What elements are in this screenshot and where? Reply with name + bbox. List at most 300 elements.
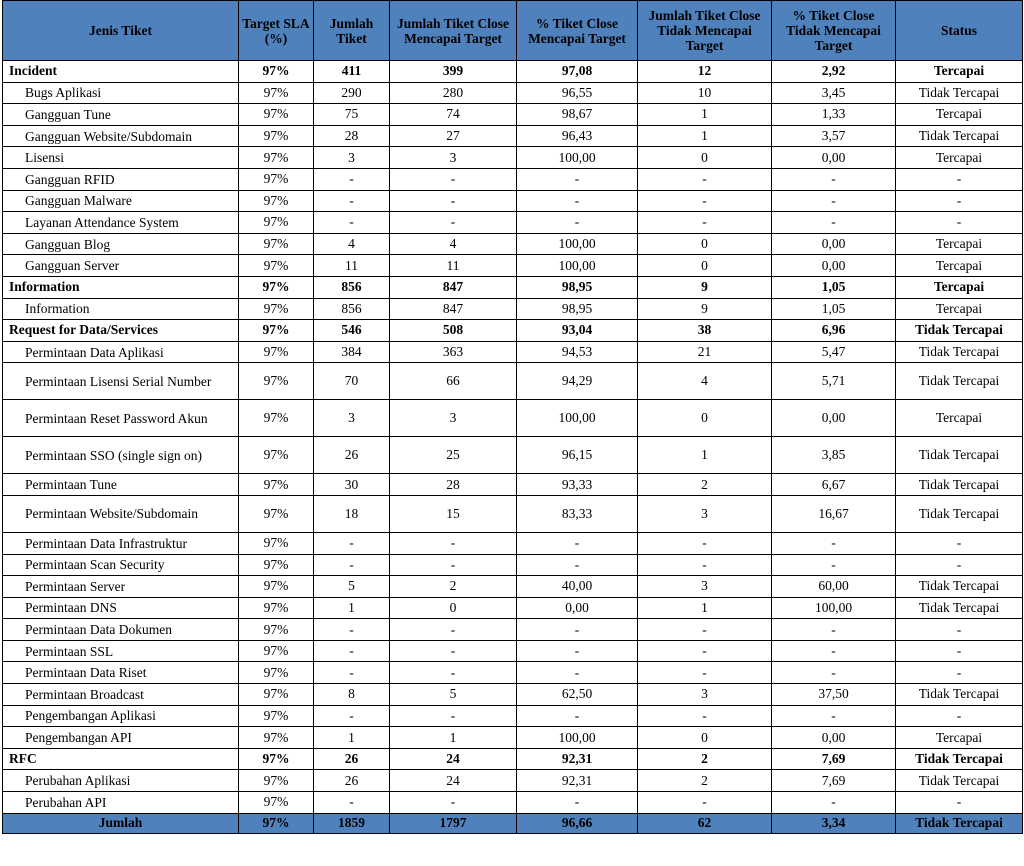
cell-target-sla: 97%: [239, 770, 314, 792]
cell-close-tidak: -: [638, 662, 772, 684]
cell-close-tidak: -: [638, 792, 772, 814]
cell-jenis-tiket: Permintaan Server: [3, 576, 239, 598]
header-jumlah-tiket: Jumlah Tiket: [314, 1, 390, 61]
cell-jenis-tiket: Permintaan Data Infrastruktur: [3, 532, 239, 554]
cell-close-mencapai: 74: [390, 104, 517, 126]
table-row: [3, 125, 1023, 147]
cell-close-mencapai: 27: [390, 125, 517, 147]
cell-close-tidak: 3: [638, 684, 772, 706]
cell-close-mencapai: -: [390, 662, 517, 684]
cell-status: -: [896, 705, 1023, 727]
cell-close-tidak: -: [638, 640, 772, 662]
cell-jumlah-tiket: 26: [314, 437, 390, 474]
cell-pct-tidak: 37,50: [772, 684, 896, 706]
cell-pct-close: 92,31: [517, 770, 638, 792]
cell-status: Tidak Tercapai: [896, 437, 1023, 474]
cell-jumlah-tiket: -: [314, 532, 390, 554]
cell-status: Tercapai: [896, 276, 1023, 298]
cell-pct-tidak: 6,67: [772, 474, 896, 496]
cell-jenis-tiket: Permintaan SSL: [3, 640, 239, 662]
cell-close-tidak: -: [638, 190, 772, 212]
table-row: [3, 705, 1023, 727]
cell-target-sla: 97%: [239, 748, 314, 770]
cell-close-tidak: 1: [638, 437, 772, 474]
category-row: [3, 61, 1023, 83]
cell-jenis-tiket: Information: [3, 298, 239, 320]
cell-close-tidak: 4: [638, 363, 772, 400]
cell-close-mencapai: 66: [390, 363, 517, 400]
table-row: [3, 341, 1023, 363]
cell-jenis-tiket: Permintaan SSO (single sign on): [3, 437, 239, 474]
total-row: [3, 813, 1023, 833]
cell-close-tidak: 12: [638, 61, 772, 83]
cell-pct-close: 83,33: [517, 495, 638, 532]
cell-close-mencapai: 1: [390, 727, 517, 749]
cell-pct-tidak: 6,96: [772, 320, 896, 342]
cell-pct-tidak: 0,00: [772, 147, 896, 169]
cell-pct-tidak: -: [772, 662, 896, 684]
cell-jumlah-tiket: 11: [314, 255, 390, 277]
cell-jenis-tiket: Bugs Aplikasi: [3, 82, 239, 104]
cell-pct-tidak: -: [772, 190, 896, 212]
cell-jumlah-tiket: -: [314, 619, 390, 641]
cell-jenis-tiket: Request for Data/Services: [3, 320, 239, 342]
cell-jenis-tiket: Gangguan Blog: [3, 233, 239, 255]
cell-close-tidak: 0: [638, 233, 772, 255]
cell-jenis-tiket: Pengembangan Aplikasi: [3, 705, 239, 727]
cell-pct-close: 92,31: [517, 748, 638, 770]
header-row: [3, 1, 1023, 61]
cell-jenis-tiket: Permintaan DNS: [3, 597, 239, 619]
cell-close-mencapai: -: [390, 705, 517, 727]
cell-jenis-tiket: Gangguan RFID: [3, 168, 239, 190]
cell-close-tidak: 10: [638, 82, 772, 104]
table-row: [3, 554, 1023, 576]
cell-jenis-tiket: Gangguan Tune: [3, 104, 239, 126]
table-row: [3, 400, 1023, 437]
header-pct-close: % Tiket Close Mencapai Target: [517, 1, 638, 61]
cell-target-sla: 97%: [239, 61, 314, 83]
cell-close-tidak: 0: [638, 727, 772, 749]
cell-pct-close: 40,00: [517, 576, 638, 598]
cell-pct-tidak: 3,85: [772, 437, 896, 474]
cell-pct-close: 0,00: [517, 597, 638, 619]
cell-close-tidak: -: [638, 532, 772, 554]
cell-close-tidak: 0: [638, 400, 772, 437]
cell-jumlah-tiket: -: [314, 792, 390, 814]
cell-status: Tercapai: [896, 255, 1023, 277]
cell-target-sla: 97%: [239, 125, 314, 147]
cell-pct-tidak: 5,47: [772, 341, 896, 363]
cell-pct-close: 97,08: [517, 61, 638, 83]
cell-close-tidak: -: [638, 619, 772, 641]
cell-pct-tidak: 7,69: [772, 770, 896, 792]
category-row: [3, 748, 1023, 770]
cell-pct-close: 96,55: [517, 82, 638, 104]
cell-jumlah-tiket: 3: [314, 400, 390, 437]
cell-pct-close: 96,15: [517, 437, 638, 474]
cell-jenis-tiket: RFC: [3, 748, 239, 770]
table-row: [3, 212, 1023, 234]
cell-pct-close: 98,95: [517, 276, 638, 298]
table-row: [3, 770, 1023, 792]
cell-pct-tidak: -: [772, 792, 896, 814]
cell-jumlah-tiket: 856: [314, 276, 390, 298]
cell-pct-tidak: -: [772, 640, 896, 662]
cell-status: -: [896, 168, 1023, 190]
total-close-mencapai: 1797: [390, 813, 517, 833]
cell-target-sla: 97%: [239, 662, 314, 684]
header-jenis-tiket: Jenis Tiket: [3, 1, 239, 61]
cell-status: -: [896, 640, 1023, 662]
cell-target-sla: 97%: [239, 190, 314, 212]
table-body: [3, 61, 1023, 814]
total-jumlah: 1859: [314, 813, 390, 833]
cell-close-mencapai: 28: [390, 474, 517, 496]
cell-close-mencapai: -: [390, 554, 517, 576]
cell-close-tidak: -: [638, 705, 772, 727]
cell-jumlah-tiket: 546: [314, 320, 390, 342]
total-close-tidak: 62: [638, 813, 772, 833]
cell-jumlah-tiket: -: [314, 190, 390, 212]
cell-close-mencapai: -: [390, 212, 517, 234]
table-row: [3, 640, 1023, 662]
cell-pct-close: 94,53: [517, 341, 638, 363]
cell-close-mencapai: -: [390, 792, 517, 814]
cell-close-tidak: 1: [638, 125, 772, 147]
cell-jenis-tiket: Layanan Attendance System: [3, 212, 239, 234]
cell-close-tidak: -: [638, 554, 772, 576]
cell-pct-tidak: 0,00: [772, 233, 896, 255]
cell-close-tidak: 2: [638, 474, 772, 496]
cell-jumlah-tiket: -: [314, 640, 390, 662]
cell-target-sla: 97%: [239, 705, 314, 727]
cell-pct-close: -: [517, 619, 638, 641]
cell-status: Tidak Tercapai: [896, 474, 1023, 496]
cell-pct-tidak: 3,57: [772, 125, 896, 147]
cell-status: -: [896, 792, 1023, 814]
cell-close-mencapai: 25: [390, 437, 517, 474]
cell-close-mencapai: 280: [390, 82, 517, 104]
cell-status: Tidak Tercapai: [896, 597, 1023, 619]
cell-target-sla: 97%: [239, 576, 314, 598]
total-status: Tidak Tercapai: [896, 813, 1023, 833]
cell-jumlah-tiket: -: [314, 212, 390, 234]
table-row: [3, 233, 1023, 255]
header-target-sla: Target SLA (%): [239, 1, 314, 61]
cell-pct-tidak: -: [772, 532, 896, 554]
cell-close-mencapai: 399: [390, 61, 517, 83]
cell-close-tidak: 0: [638, 255, 772, 277]
cell-target-sla: 97%: [239, 82, 314, 104]
cell-close-mencapai: -: [390, 168, 517, 190]
cell-pct-close: 96,43: [517, 125, 638, 147]
cell-close-mencapai: 4: [390, 233, 517, 255]
table-row: [3, 255, 1023, 277]
cell-pct-close: -: [517, 212, 638, 234]
cell-close-mencapai: 847: [390, 276, 517, 298]
cell-pct-close: 93,33: [517, 474, 638, 496]
cell-jumlah-tiket: 4: [314, 233, 390, 255]
cell-status: Tidak Tercapai: [896, 770, 1023, 792]
cell-jumlah-tiket: 3: [314, 147, 390, 169]
cell-close-tidak: 38: [638, 320, 772, 342]
category-row: [3, 320, 1023, 342]
category-row: [3, 276, 1023, 298]
cell-target-sla: 97%: [239, 400, 314, 437]
cell-pct-tidak: 7,69: [772, 748, 896, 770]
total-pct-tidak: 3,34: [772, 813, 896, 833]
cell-status: Tidak Tercapai: [896, 82, 1023, 104]
cell-status: -: [896, 190, 1023, 212]
cell-target-sla: 97%: [239, 104, 314, 126]
cell-pct-tidak: 5,71: [772, 363, 896, 400]
total-pct-close: 96,66: [517, 813, 638, 833]
cell-jenis-tiket: Lisensi: [3, 147, 239, 169]
cell-close-tidak: -: [638, 168, 772, 190]
cell-pct-close: 100,00: [517, 255, 638, 277]
cell-close-tidak: 0: [638, 147, 772, 169]
cell-pct-tidak: 0,00: [772, 727, 896, 749]
cell-target-sla: 97%: [239, 437, 314, 474]
cell-jenis-tiket: Perubahan API: [3, 792, 239, 814]
cell-pct-tidak: 0,00: [772, 400, 896, 437]
cell-jenis-tiket: Permintaan Reset Password Akun: [3, 400, 239, 437]
cell-status: Tidak Tercapai: [896, 341, 1023, 363]
cell-pct-close: 100,00: [517, 400, 638, 437]
cell-status: Tidak Tercapai: [896, 125, 1023, 147]
cell-target-sla: 97%: [239, 147, 314, 169]
cell-jenis-tiket: Information: [3, 276, 239, 298]
cell-status: Tidak Tercapai: [896, 684, 1023, 706]
cell-pct-tidak: -: [772, 554, 896, 576]
cell-jumlah-tiket: 28: [314, 125, 390, 147]
cell-jumlah-tiket: 75: [314, 104, 390, 126]
table-row: [3, 363, 1023, 400]
cell-jenis-tiket: Perubahan Aplikasi: [3, 770, 239, 792]
cell-close-tidak: 21: [638, 341, 772, 363]
cell-status: Tercapai: [896, 233, 1023, 255]
cell-pct-tidak: 0,00: [772, 255, 896, 277]
cell-close-mencapai: 11: [390, 255, 517, 277]
cell-close-tidak: 1: [638, 597, 772, 619]
cell-pct-close: -: [517, 662, 638, 684]
table-row: [3, 104, 1023, 126]
table-row: [3, 168, 1023, 190]
cell-jumlah-tiket: 384: [314, 341, 390, 363]
cell-jenis-tiket: Gangguan Malware: [3, 190, 239, 212]
cell-pct-tidak: 16,67: [772, 495, 896, 532]
table-row: [3, 662, 1023, 684]
cell-status: Tercapai: [896, 727, 1023, 749]
cell-jenis-tiket: Permintaan Data Riset: [3, 662, 239, 684]
cell-target-sla: 97%: [239, 168, 314, 190]
cell-pct-tidak: 60,00: [772, 576, 896, 598]
table-row: [3, 532, 1023, 554]
cell-jumlah-tiket: 26: [314, 770, 390, 792]
cell-jenis-tiket: Permintaan Tune: [3, 474, 239, 496]
cell-pct-tidak: 2,92: [772, 61, 896, 83]
cell-close-mencapai: 847: [390, 298, 517, 320]
cell-close-mencapai: 3: [390, 147, 517, 169]
cell-close-mencapai: 0: [390, 597, 517, 619]
cell-status: Tidak Tercapai: [896, 748, 1023, 770]
cell-jenis-tiket: Permintaan Data Aplikasi: [3, 341, 239, 363]
header-close-mencapai: Jumlah Tiket Close Mencapai Target: [390, 1, 517, 61]
cell-close-mencapai: -: [390, 640, 517, 662]
table-row: [3, 727, 1023, 749]
cell-jenis-tiket: Pengembangan API: [3, 727, 239, 749]
table-row: [3, 684, 1023, 706]
cell-status: Tidak Tercapai: [896, 363, 1023, 400]
cell-jumlah-tiket: 411: [314, 61, 390, 83]
cell-close-mencapai: 363: [390, 341, 517, 363]
cell-pct-tidak: -: [772, 168, 896, 190]
cell-pct-close: -: [517, 554, 638, 576]
cell-jenis-tiket: Permintaan Website/Subdomain: [3, 495, 239, 532]
cell-jumlah-tiket: -: [314, 662, 390, 684]
cell-pct-close: -: [517, 705, 638, 727]
cell-status: Tercapai: [896, 61, 1023, 83]
cell-close-mencapai: -: [390, 619, 517, 641]
cell-target-sla: 97%: [239, 212, 314, 234]
cell-jumlah-tiket: 856: [314, 298, 390, 320]
cell-pct-close: -: [517, 792, 638, 814]
cell-pct-close: 100,00: [517, 233, 638, 255]
cell-jumlah-tiket: 290: [314, 82, 390, 104]
cell-target-sla: 97%: [239, 495, 314, 532]
cell-close-tidak: 3: [638, 576, 772, 598]
cell-jumlah-tiket: 5: [314, 576, 390, 598]
table-row: [3, 298, 1023, 320]
sla-ticket-table: [2, 0, 1023, 834]
cell-target-sla: 97%: [239, 619, 314, 641]
cell-pct-close: 62,50: [517, 684, 638, 706]
cell-status: -: [896, 532, 1023, 554]
cell-jenis-tiket: Permintaan Scan Security: [3, 554, 239, 576]
cell-close-tidak: 3: [638, 495, 772, 532]
cell-target-sla: 97%: [239, 727, 314, 749]
cell-jenis-tiket: Gangguan Server: [3, 255, 239, 277]
cell-pct-close: 98,67: [517, 104, 638, 126]
cell-jumlah-tiket: 18: [314, 495, 390, 532]
cell-close-tidak: 2: [638, 770, 772, 792]
cell-target-sla: 97%: [239, 255, 314, 277]
table-row: [3, 597, 1023, 619]
cell-pct-close: -: [517, 532, 638, 554]
cell-jumlah-tiket: 8: [314, 684, 390, 706]
header-status: Status: [896, 1, 1023, 61]
cell-close-tidak: 2: [638, 748, 772, 770]
table-row: [3, 82, 1023, 104]
cell-jumlah-tiket: 1: [314, 727, 390, 749]
cell-pct-tidak: -: [772, 705, 896, 727]
cell-close-mencapai: 2: [390, 576, 517, 598]
cell-target-sla: 97%: [239, 320, 314, 342]
cell-jumlah-tiket: 26: [314, 748, 390, 770]
cell-pct-tidak: -: [772, 619, 896, 641]
cell-target-sla: 97%: [239, 474, 314, 496]
cell-close-mencapai: -: [390, 190, 517, 212]
cell-status: Tercapai: [896, 298, 1023, 320]
cell-close-tidak: 1: [638, 104, 772, 126]
cell-close-tidak: -: [638, 212, 772, 234]
header-close-tidak: Jumlah Tiket Close Tidak Mencapai Target: [638, 1, 772, 61]
cell-jenis-tiket: Permintaan Data Dokumen: [3, 619, 239, 641]
cell-pct-close: -: [517, 190, 638, 212]
cell-pct-tidak: -: [772, 212, 896, 234]
cell-jenis-tiket: Gangguan Website/Subdomain: [3, 125, 239, 147]
cell-pct-close: 94,29: [517, 363, 638, 400]
table-row: [3, 495, 1023, 532]
table-row: [3, 190, 1023, 212]
cell-close-mencapai: 24: [390, 748, 517, 770]
cell-close-mencapai: 24: [390, 770, 517, 792]
cell-target-sla: 97%: [239, 341, 314, 363]
cell-target-sla: 97%: [239, 276, 314, 298]
cell-close-mencapai: 508: [390, 320, 517, 342]
cell-target-sla: 97%: [239, 532, 314, 554]
cell-jenis-tiket: Permintaan Broadcast: [3, 684, 239, 706]
cell-close-mencapai: 15: [390, 495, 517, 532]
cell-close-mencapai: 3: [390, 400, 517, 437]
table-row: [3, 792, 1023, 814]
cell-status: Tercapai: [896, 104, 1023, 126]
cell-pct-close: 100,00: [517, 727, 638, 749]
cell-status: -: [896, 662, 1023, 684]
cell-pct-tidak: 100,00: [772, 597, 896, 619]
cell-jumlah-tiket: 30: [314, 474, 390, 496]
cell-jenis-tiket: Permintaan Lisensi Serial Number: [3, 363, 239, 400]
cell-jumlah-tiket: 1: [314, 597, 390, 619]
cell-jumlah-tiket: -: [314, 554, 390, 576]
cell-status: -: [896, 212, 1023, 234]
cell-status: Tidak Tercapai: [896, 320, 1023, 342]
cell-target-sla: 97%: [239, 684, 314, 706]
table-row: [3, 619, 1023, 641]
cell-target-sla: 97%: [239, 597, 314, 619]
total-label: Jumlah: [3, 813, 239, 833]
cell-pct-tidak: 1,05: [772, 276, 896, 298]
cell-jumlah-tiket: -: [314, 168, 390, 190]
cell-target-sla: 97%: [239, 554, 314, 576]
cell-target-sla: 97%: [239, 233, 314, 255]
cell-pct-close: -: [517, 168, 638, 190]
cell-jumlah-tiket: 70: [314, 363, 390, 400]
cell-target-sla: 97%: [239, 363, 314, 400]
table-row: [3, 576, 1023, 598]
cell-status: Tercapai: [896, 147, 1023, 169]
cell-status: Tercapai: [896, 400, 1023, 437]
cell-target-sla: 97%: [239, 640, 314, 662]
cell-status: Tidak Tercapai: [896, 576, 1023, 598]
table-row: [3, 147, 1023, 169]
cell-pct-tidak: 3,45: [772, 82, 896, 104]
cell-jumlah-tiket: -: [314, 705, 390, 727]
table-row: [3, 437, 1023, 474]
cell-close-tidak: 9: [638, 276, 772, 298]
cell-target-sla: 97%: [239, 792, 314, 814]
table-row: [3, 474, 1023, 496]
cell-close-mencapai: -: [390, 532, 517, 554]
cell-pct-close: 98,95: [517, 298, 638, 320]
cell-jenis-tiket: Incident: [3, 61, 239, 83]
total-target: 97%: [239, 813, 314, 833]
cell-close-tidak: 9: [638, 298, 772, 320]
cell-pct-tidak: 1,05: [772, 298, 896, 320]
cell-pct-close: 100,00: [517, 147, 638, 169]
cell-status: -: [896, 554, 1023, 576]
